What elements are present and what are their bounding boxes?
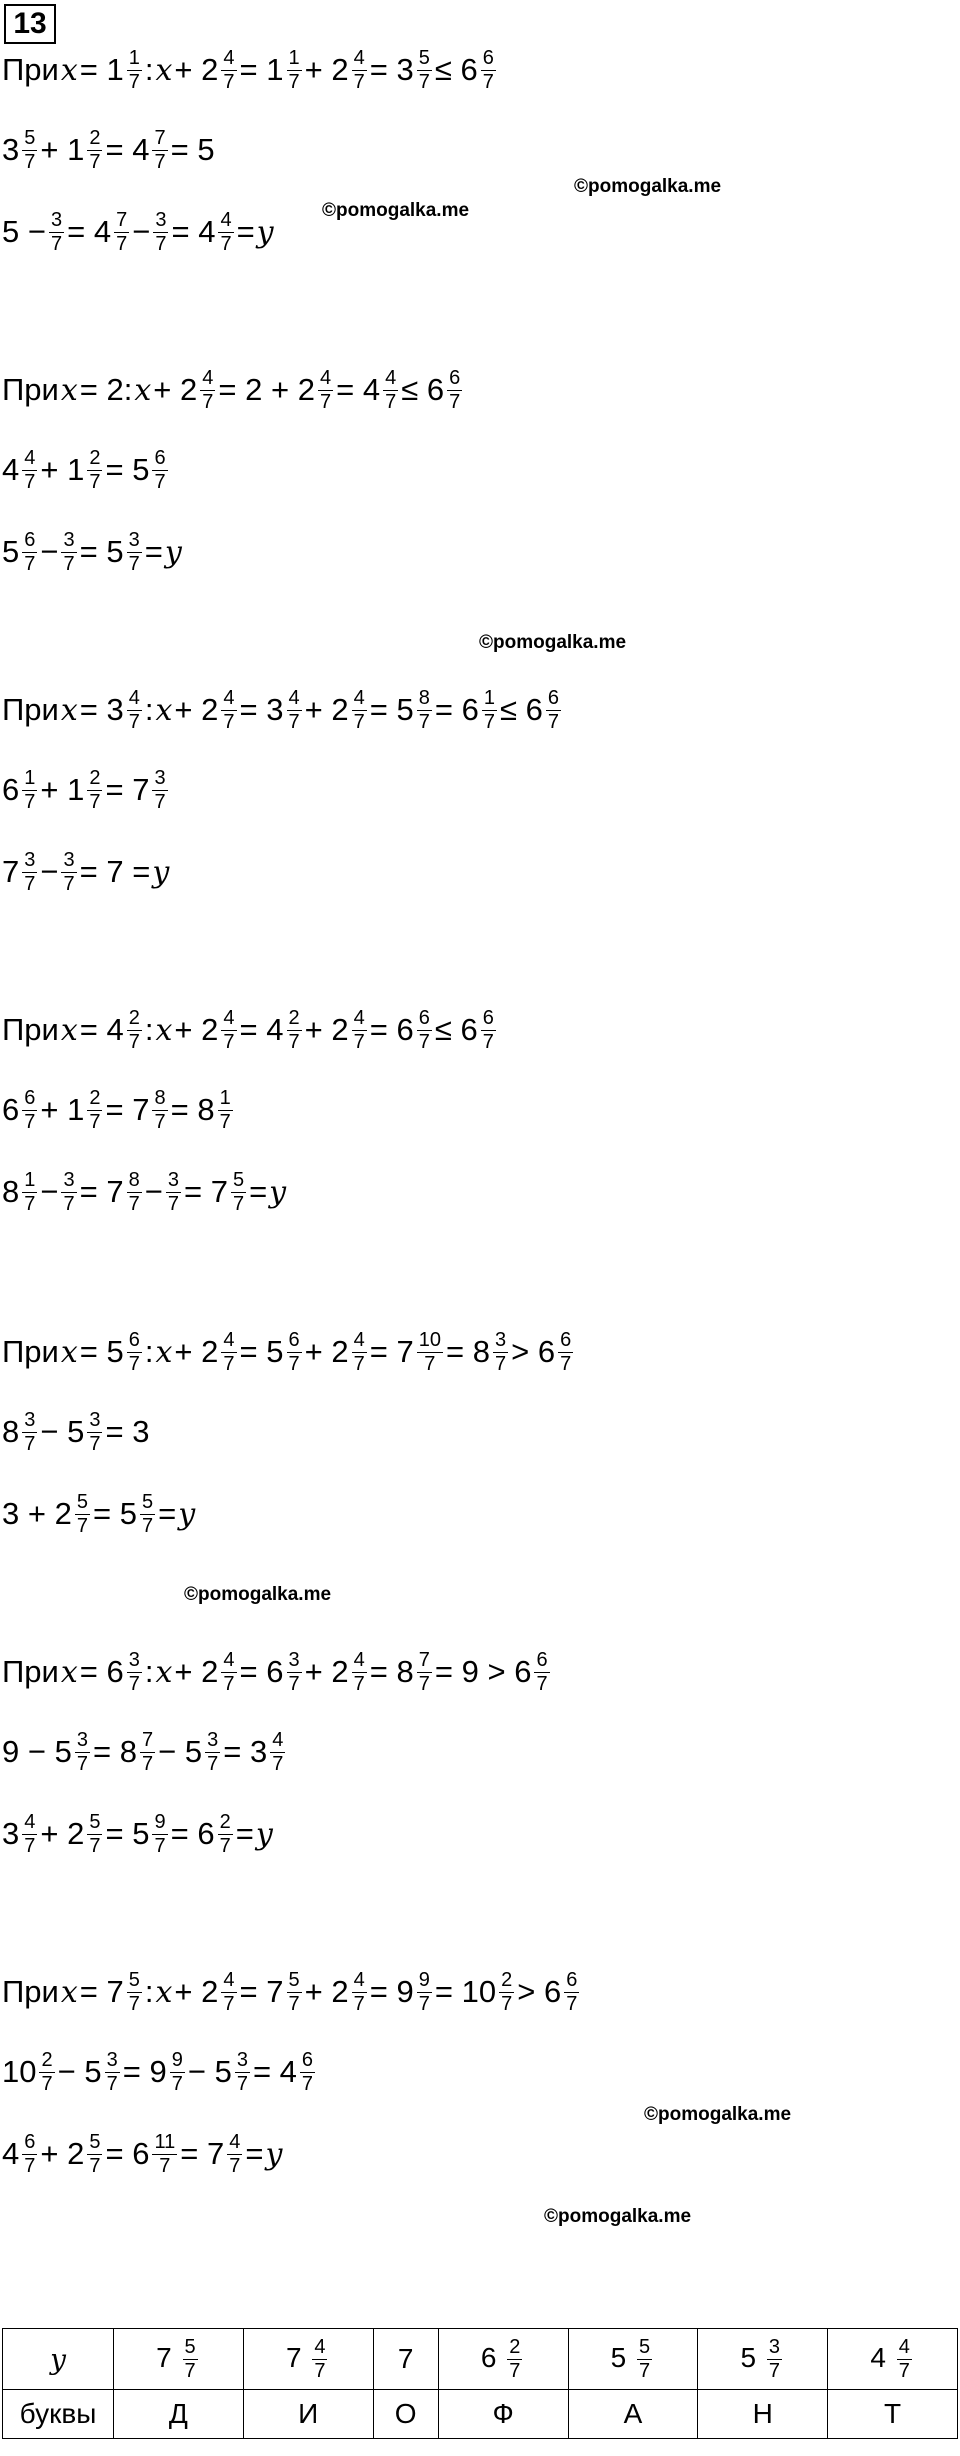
- fraction: $\frac{2}{7}$: [89, 766, 101, 813]
- solution-line: 7 $\frac{3}{7}$ − $\frac{3}{7}$ = 7 = 𝑦: [2, 848, 170, 895]
- fraction: $\frac{10}{7}$: [418, 1328, 441, 1375]
- solution-line: 4 $\frac{4}{7}$ + 1 $\frac{2}{7}$ = 5 $\frac{6}{7}$: [2, 446, 166, 493]
- fraction: $\frac{4}{7}$: [24, 446, 36, 493]
- fraction: $\frac{5}{7}$: [184, 2335, 196, 2382]
- fraction: $\frac{2}{7}$: [41, 2048, 53, 2095]
- fraction: $\frac{4}{7}$: [128, 686, 140, 733]
- fraction: $\frac{4}{7}$: [898, 2335, 910, 2382]
- fraction: $\frac{4}{7}$: [385, 366, 397, 413]
- fraction: $\frac{6}{7}$: [536, 1648, 548, 1695]
- solution-line: При 𝑥 = 1 $\frac{1}{7}$ : 𝑥 + 2 $\frac{4}{7}$ = 1 $\frac{1}{7}$ + 2 $\frac{4}{7}$ = 3 $\frac{5}{7}$ ≤ 6 $\frac{6}{7}$: [2, 46, 494, 93]
- row-label-letters: буквы: [3, 2390, 114, 2439]
- fraction: $\frac{4}{7}$: [229, 2130, 241, 2177]
- solution-line: 3 $\frac{4}{7}$ + 2 $\frac{5}{7}$ = 5 $\frac{9}{7}$ = 6 $\frac{2}{7}$ = 𝑦: [2, 1810, 273, 1857]
- answer-y-value: 7 $\frac{5}{7}$: [114, 2329, 244, 2390]
- fraction: $\frac{4}{7}$: [314, 2335, 326, 2382]
- fraction: $\frac{1}{7}$: [219, 1086, 231, 1133]
- fraction: $\frac{2}{7}$: [89, 126, 101, 173]
- solution-line: При 𝑥 = 6 $\frac{3}{7}$ : 𝑥 + 2 $\frac{4}{7}$ = 6 $\frac{3}{7}$ + 2 $\frac{4}{7}$ = 8 $\frac{7}{7}$ = 9 > 6 $\frac{6}{7}$: [2, 1648, 548, 1695]
- fraction: $\frac{4}{7}$: [24, 1810, 36, 1857]
- fraction: $\frac{5}{7}$: [89, 2130, 101, 2177]
- answer-y-value: 4 $\frac{4}{7}$: [828, 2329, 958, 2390]
- fraction: $\frac{6}{7}$: [566, 1968, 578, 2015]
- fraction: $\frac{3}{7}$: [128, 1648, 140, 1695]
- watermark: ©pomogalka.me: [644, 2104, 792, 2125]
- fraction: $\frac{6}{7}$: [547, 686, 559, 733]
- fraction: $\frac{4}{7}$: [220, 208, 232, 255]
- fraction: $\frac{5}{7}$: [232, 1168, 245, 1215]
- answer-table: [2, 2328, 958, 2439]
- answer-y-value: 6 $\frac{2}{7}$: [438, 2329, 568, 2390]
- fraction: $\frac{4}{7}$: [353, 686, 365, 733]
- watermark: ©pomogalka.me: [184, 1584, 332, 1605]
- fraction: $\frac{5}{7}$: [288, 1968, 300, 2015]
- fraction: $\frac{3}{7}$: [288, 1648, 300, 1695]
- fraction: $\frac{5}{7}$: [141, 1490, 154, 1537]
- fraction: $\frac{6}{7}$: [418, 1006, 430, 1053]
- answer-letter: Ф: [438, 2390, 568, 2439]
- fraction: $\frac{7}{7}$: [141, 1728, 154, 1775]
- fraction: $\frac{3}{7}$: [236, 2048, 248, 2095]
- solution-line: При 𝑥 = 5 $\frac{6}{7}$ : 𝑥 + 2 $\frac{4}{7}$ = 5 $\frac{6}{7}$ + 2 $\frac{4}{7}$ = 7 $\frac{10}{7}$ = 8 $\frac{3}{7}$ > 6 $\frac{6}{7}$: [2, 1328, 572, 1375]
- fraction: $\frac{2}{7}$: [89, 446, 101, 493]
- fraction: $\frac{1}{7}$: [288, 46, 300, 93]
- fraction: $\frac{1}{7}$: [24, 766, 36, 813]
- fraction: $\frac{3}{7}$: [768, 2335, 780, 2382]
- fraction: $\frac{1}{7}$: [128, 46, 140, 93]
- solution-line: При 𝑥 = 2: 𝑥 + 2 $\frac{4}{7}$ = 2 + 2 $\frac{4}{7}$ = 4 $\frac{4}{7}$ ≤ 6 $\frac{6}{7}$: [2, 366, 461, 413]
- fraction: $\frac{1}{7}$: [24, 1168, 36, 1215]
- page-number: 13: [4, 4, 56, 44]
- fraction: $\frac{7}{7}$: [418, 1648, 430, 1695]
- fraction: $\frac{3}{7}$: [494, 1328, 507, 1375]
- fraction: $\frac{3}{7}$: [154, 766, 166, 813]
- solution-line: 8 $\frac{1}{7}$ − $\frac{3}{7}$ = 7 $\frac{8}{7}$ − $\frac{3}{7}$ = 7 $\frac{5}{7}$ = 𝑦: [2, 1168, 287, 1215]
- fraction: $\frac{4}{7}$: [353, 1648, 365, 1695]
- fraction: $\frac{4}{7}$: [223, 1328, 235, 1375]
- fraction: $\frac{4}{7}$: [288, 686, 300, 733]
- fraction: $\frac{11}{7}$: [154, 2130, 176, 2177]
- answer-y-value: 7 $\frac{4}{7}$: [243, 2329, 373, 2390]
- watermark: ©pomogalka.me: [479, 632, 627, 653]
- fraction: $\frac{6}{7}$: [301, 2048, 314, 2095]
- solution-line: При 𝑥 = 4 $\frac{2}{7}$ : 𝑥 + 2 $\frac{4}{7}$ = 4 $\frac{2}{7}$ + 2 $\frac{4}{7}$ = 6 $\frac{6}{7}$ ≤ 6 $\frac{6}{7}$: [2, 1006, 494, 1053]
- fraction: $\frac{4}{7}$: [353, 1328, 365, 1375]
- fraction: $\frac{3}{7}$: [63, 528, 75, 575]
- fraction: $\frac{3}{7}$: [167, 1168, 179, 1215]
- solution-line: 5 − $\frac{3}{7}$ = 4 $\frac{7}{7}$ − $\frac{3}{7}$ = 4 $\frac{4}{7}$ = 𝑦: [2, 208, 274, 255]
- answer-y-value: 7: [373, 2329, 438, 2390]
- fraction: $\frac{4}{7}$: [272, 1728, 284, 1775]
- fraction: $\frac{3}{7}$: [207, 1728, 219, 1775]
- fraction: $\frac{3}{7}$: [63, 1168, 75, 1215]
- row-label-y: 𝑦: [3, 2329, 114, 2390]
- fraction: $\frac{2}{7}$: [128, 1006, 140, 1053]
- fraction: $\frac{3}{7}$: [63, 848, 75, 895]
- answer-y-value: 5 $\frac{3}{7}$: [698, 2329, 828, 2390]
- fraction: $\frac{5}{7}$: [639, 2335, 651, 2382]
- answer-letter: А: [568, 2390, 698, 2439]
- fraction: $\frac{8}{7}$: [418, 686, 430, 733]
- fraction: $\frac{3}{7}$: [89, 1408, 101, 1455]
- fraction: $\frac{5}{7}$: [76, 1490, 88, 1537]
- fraction: $\frac{3}{7}$: [155, 208, 167, 255]
- solution-line: 5 $\frac{6}{7}$ − $\frac{3}{7}$ = 5 $\frac{3}{7}$ = 𝑦: [2, 528, 182, 575]
- fraction: $\frac{5}{7}$: [418, 46, 430, 93]
- solution-line: 3 $\frac{5}{7}$ + 1 $\frac{2}{7}$ = 4 $\frac{7}{7}$ = 5: [2, 126, 215, 173]
- fraction: $\frac{2}{7}$: [219, 1810, 231, 1857]
- fraction: $\frac{9}{7}$: [418, 1968, 430, 2015]
- watermark: ©pomogalka.me: [322, 200, 470, 221]
- fraction: $\frac{1}{7}$: [483, 686, 495, 733]
- solution-line: 6 $\frac{6}{7}$ + 1 $\frac{2}{7}$ = 7 $\frac{8}{7}$ = 8 $\frac{1}{7}$: [2, 1086, 231, 1133]
- watermark: ©pomogalka.me: [544, 2206, 692, 2227]
- solution-line: При 𝑥 = 3 $\frac{4}{7}$ : 𝑥 + 2 $\frac{4}{7}$ = 3 $\frac{4}{7}$ + 2 $\frac{4}{7}$ = 5 $\frac{8}{7}$ = 6 $\frac{1}{7}$ ≤ 6 $\frac{6}{7}$: [2, 686, 559, 733]
- answer-row-letters: [3, 2390, 958, 2439]
- fraction: $\frac{3}{7}$: [106, 2048, 118, 2095]
- fraction: $\frac{7}{7}$: [116, 208, 128, 255]
- fraction: $\frac{6}{7}$: [288, 1328, 300, 1375]
- solution-line: 8 $\frac{3}{7}$ − 5 $\frac{3}{7}$ = 3: [2, 1408, 150, 1455]
- fraction: $\frac{4}{7}$: [223, 1968, 235, 2015]
- fraction: $\frac{6}{7}$: [154, 446, 166, 493]
- fraction: $\frac{5}{7}$: [24, 126, 36, 173]
- fraction: $\frac{6}{7}$: [128, 1328, 140, 1375]
- fraction: $\frac{5}{7}$: [89, 1810, 101, 1857]
- fraction: $\frac{4}{7}$: [223, 686, 235, 733]
- answer-letter: Н: [698, 2390, 828, 2439]
- fraction: $\frac{2}{7}$: [89, 1086, 101, 1133]
- fraction: $\frac{4}{7}$: [202, 366, 214, 413]
- fraction: $\frac{6}{7}$: [24, 2130, 36, 2177]
- solution-line: При 𝑥 = 7 $\frac{5}{7}$ : 𝑥 + 2 $\frac{4}{7}$ = 7 $\frac{5}{7}$ + 2 $\frac{4}{7}$ = 9 $\frac{9}{7}$ = 10 $\frac{2}{7}$ > 6 $\frac{6}{7}$: [2, 1968, 578, 2015]
- fraction: $\frac{3}{7}$: [76, 1728, 88, 1775]
- fraction: $\frac{2}{7}$: [501, 1968, 513, 2015]
- fraction: $\frac{6}{7}$: [560, 1328, 572, 1375]
- answer-letter: Д: [114, 2390, 244, 2439]
- solution-line: 6 $\frac{1}{7}$ + 1 $\frac{2}{7}$ = 7 $\frac{3}{7}$: [2, 766, 166, 813]
- fraction: $\frac{2}{7}$: [288, 1006, 300, 1053]
- fraction: $\frac{9}{7}$: [154, 1810, 166, 1857]
- fraction: $\frac{7}{7}$: [154, 126, 166, 173]
- fraction: $\frac{4}{7}$: [353, 46, 365, 93]
- fraction: $\frac{4}{7}$: [353, 1968, 365, 2015]
- fraction: $\frac{6}{7}$: [24, 1086, 36, 1133]
- solution-line: 4 $\frac{6}{7}$ + 2 $\frac{5}{7}$ = 6 $\frac{11}{7}$ = 7 $\frac{4}{7}$ = 𝑦: [2, 2130, 283, 2177]
- fraction: $\frac{4}{7}$: [223, 46, 235, 93]
- solution-line: 9 − 5 $\frac{3}{7}$ = 8 $\frac{7}{7}$ − 5 $\frac{3}{7}$ = 3 $\frac{4}{7}$: [2, 1728, 284, 1775]
- fraction: $\frac{6}{7}$: [24, 528, 36, 575]
- fraction: $\frac{4}{7}$: [319, 366, 332, 413]
- solution-line: 3 + 2 $\frac{5}{7}$ = 5 $\frac{5}{7}$ = 𝑦: [2, 1490, 196, 1537]
- fraction: $\frac{4}{7}$: [353, 1006, 365, 1053]
- fraction: $\frac{9}{7}$: [171, 2048, 183, 2095]
- fraction: $\frac{4}{7}$: [223, 1648, 235, 1695]
- answer-row-y: [3, 2329, 958, 2390]
- fraction: $\frac{5}{7}$: [128, 1968, 140, 2015]
- fraction: $\frac{3}{7}$: [50, 208, 63, 255]
- fraction: $\frac{8}{7}$: [128, 1168, 140, 1215]
- fraction: $\frac{2}{7}$: [509, 2335, 521, 2382]
- fraction: $\frac{6}{7}$: [482, 1006, 494, 1053]
- watermark: ©pomogalka.me: [574, 176, 722, 197]
- answer-letter: И: [243, 2390, 373, 2439]
- fraction: $\frac{3}{7}$: [128, 528, 140, 575]
- fraction: $\frac{8}{7}$: [154, 1086, 166, 1133]
- fraction: $\frac{6}{7}$: [482, 46, 494, 93]
- answer-y-value: 5 $\frac{5}{7}$: [568, 2329, 698, 2390]
- fraction: $\frac{3}{7}$: [24, 1408, 36, 1455]
- fraction: $\frac{4}{7}$: [223, 1006, 235, 1053]
- answer-letter: Т: [828, 2390, 958, 2439]
- fraction: $\frac{6}{7}$: [449, 366, 461, 413]
- fraction: $\frac{3}{7}$: [24, 848, 36, 895]
- answer-letter: О: [373, 2390, 438, 2439]
- solution-line: 10 $\frac{2}{7}$ − 5 $\frac{3}{7}$ = 9 $\frac{9}{7}$ − 5 $\frac{3}{7}$ = 4 $\frac{6}{7}$: [2, 2048, 314, 2095]
